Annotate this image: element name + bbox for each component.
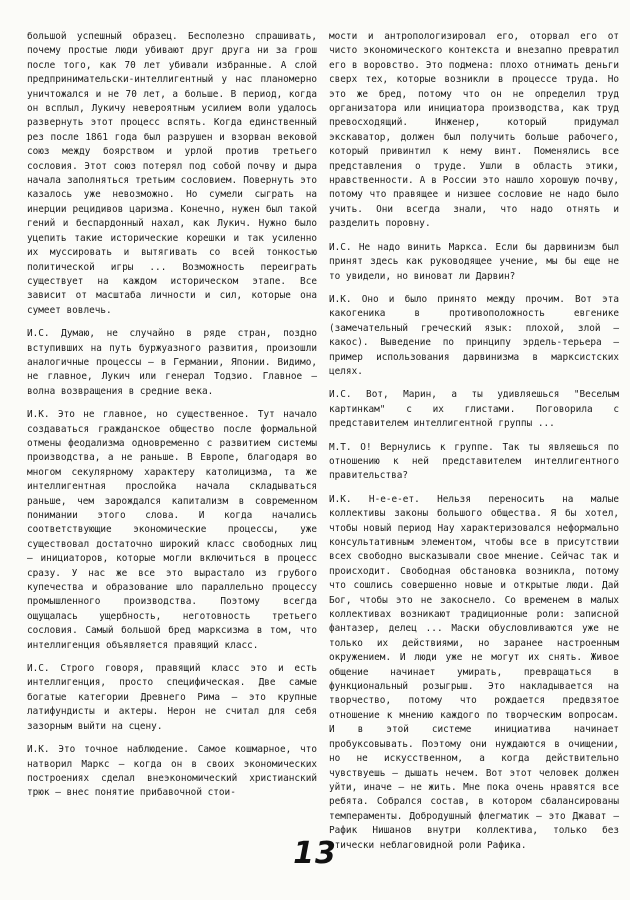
paragraph: мости и антропологизировал его, оторвал его от чисто экономического контекста и внезапно превратил его в воровство. Это подмена: плохо отнимать деньги сверх тех, которые возникли в процессе труда. Но это же бред, потому что он не определил труд организатора или инициатора производства, как труд превосходящий. Инженер, который придумал экскаватор, должен был получить больше рабочего, который привинтил к нему винт. Поменялись все представления о труде. Ушли в область этики, нравственности. А в России это нашло хорошую почву, потому что правящее и низшее сословие не надо было учить. Они всегда знали, что надо отнять и разделить поровну.	[329, 31, 619, 230]
paragraph: И.К. Н-е-е-ет. Нельзя переносить на малые коллективы законы большого общества. Я бы хотел, чтобы новый период Нау характеризовался неформально консультативным элементом, чтобы все в присутствии всех свободно высказывали свое мнение. Сейчас так и происходит. Свободная обстановка возникла, потому что сошлись совершенно новые и открытые люди. Дай Бог, чтобы это не закоснело. Со временем в малых коллективах возникают традиционные роли: записной фантазер, делец ... Маски обусловливаются уже не только их действиями, но заранее настроенным окружением. И люди уже не могут их снять. Живое общение начинает умирать, превращаться в функциональный розыгрыш. Это накладывается на творчество, потому что рождается предвзятое отношение к мнению каждого по творческим вопросам. И в этой системе инициатива начинает пробуксовывать. Поэтому они нуждаются в очищении, но не искусственном, а когда действительно чувствуешь – дышать нечем. Вот этот человек должен уйти, иначе – не жить. Мне пока очень нравятся все ребята. Собрался состав, в котором сбалансированы темпераменты. Добродушный флегматик – это Джават – Рафик Нишанов внутри коллектива, только без этически неблаговидной роли Рафика.	[329, 493, 619, 851]
paragraph: И.С. Вот, Марин, а ты удивляешься "Веселым картинкам" с их глистами. Поговорила с представителем интеллигентной группы ...	[329, 389, 619, 430]
paragraph: И.К. Это точное наблюдение. Самое кошмарное, что натворил Маркс – когда он в своих экономических построениях сделал внеэкономический христианский трюк – внес понятие прибавочной стои-	[27, 744, 317, 799]
paragraph: И.С. Строго говоря, правящий класс это и есть интеллигенция, просто специфическая. Две самые богатые категории Древнего Рима – это крупные латифундисты и актеры. Нерон не считал для себя зазорным выйти на сцену.	[27, 663, 317, 732]
paragraph: большой успешный образец. Бесполезно спрашивать, почему простые люди убивают друг друга ни за грош после того, как 70 лет убивали избранные. А слой предпринимательски-интеллигентный у нас планомерно уничтожался и не 70 лет, а больше. В период, когда он всплыл, Лукичу невероятным усилием воли удалось развернуть этот процесс вспять. Когда единственный рез после 1861 года был разрушен и взорван вековой союз между боярством и урлой против третьего сословия. Этот союз потерял под собой почву и дыра начала заполняться третьим сословием. Повернуть это казалось уже невозможно. Но сумели сыграть на инерции рецидивов царизма. Конечно, нужен был такой гений и беспардонный нахал, как Лукич. Нужно было уцепить такие исторические корешки и так усиленно их муссировать и вытягивать со всей тонкостью политической игры ... Возможность переиграть существует на каждом историческом этапе. Все зависит от масштаба личности и сил, которые она сумеет вовлечь.	[27, 31, 317, 316]
left-text-column	[27, 30, 317, 810]
paragraph: И.К. Оно и было принято между прочим. Вот эта какогеника в противоположность евгенике (замечательный греческий язык: плохой, злой – какос). Выведение по принципу эрдель-терьера – пример использования дарвинизма в марксистских целях.	[329, 293, 619, 377]
paragraph: И.С. Думаю, не случайно в ряде стран, поздно вступивших на путь буржуазного развития, произошли аналогичные процессы – в Германии, Японии. Видимо, не главное, Лукич или генерал Тодзио. Главное – волна возвращения в средние века.	[27, 328, 317, 397]
right-text-column	[329, 30, 619, 862]
paragraph: М.Т. О! Вернулись к группе. Так ты являешься по отношению к ней представителем интеллигентного правительства?	[329, 441, 619, 482]
page-number: 13	[293, 836, 337, 871]
paragraph: И.К. Это не главное, но существенное. Тут начало создаваться гражданское общество после формальной отмены феодализма одновременно с развитием системы производства, а не раньше. В Европе, благодаря во многом секулярному характеру католицизма, та же интеллигентная прослойка начала складываться раньше, чем зарождался капитализм в современном понимании этого слова. И когда начались соответствующие экономические процессы, уже существовал достаточно широкий класс свободных лиц – инициаторов, которые могли включиться в процесс сразу. У нас же все это вырастало из грубого купечества и образование шло параллельно процессу промышленного производства. Поэтому всегда ощущалась ущербность, неготовность третьего сословия. Самый большой бред марксизма в том, что интеллигенция объявляется правящий класс.	[27, 409, 317, 651]
paragraph: И.С. Не надо винить Маркса. Если бы дарвинизм был принят здесь как руководящее учение, мы бы еще не то увидели, но виноват ли Дарвин?	[329, 241, 619, 282]
